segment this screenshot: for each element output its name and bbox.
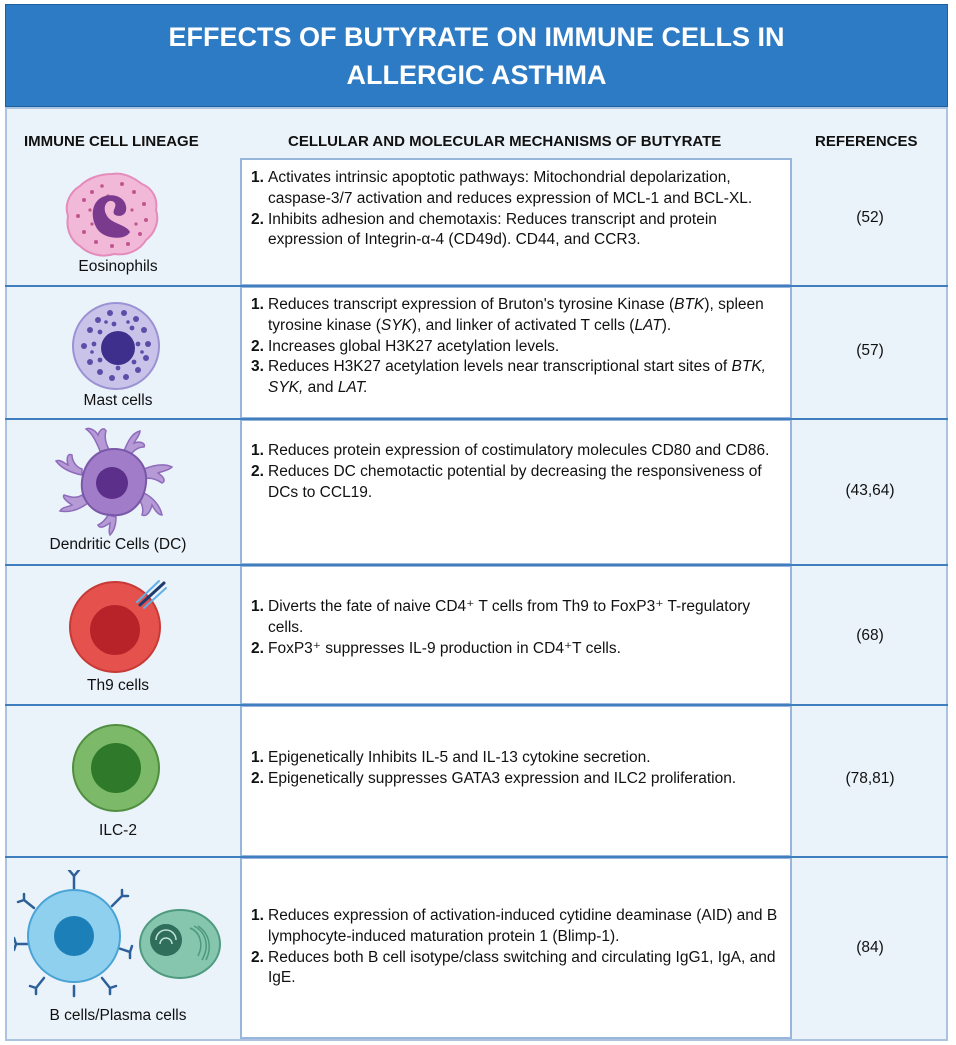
dendritic-cell-icon xyxy=(40,425,190,537)
mechanisms-list-dendritic-cells xyxy=(251,441,786,503)
list-item: 2. FoxP3⁺ suppresses IL-9 production in CD4⁺T cells. xyxy=(251,639,621,657)
list-item: 1. Reduces protein expression of costimulatory molecules CD80 and CD86. xyxy=(251,442,770,459)
list-item: 2. Reduces both B cell isotype/class switching and circulating IgG1, IgA, and IgE. xyxy=(251,948,776,987)
list-item: 1. Activates intrinsic apoptotic pathways: Mitochondrial depolarization, caspase-3/7 activation and reduces expression of MCL-1 and BCL-XL. xyxy=(251,169,753,207)
mechanisms-list-th9-cells xyxy=(251,597,786,659)
list-item: 1. Reduces expression of activation-induced cytidine deaminase (AID) and B lymphocyte-induced maturation protein 1 (Blimp-1). xyxy=(251,907,778,945)
row-divider xyxy=(5,704,948,706)
reference-th9-cells: (68) xyxy=(856,627,884,644)
row-divider xyxy=(5,285,948,287)
page-title xyxy=(127,18,827,94)
b-cell-plasma-cell-icon xyxy=(14,870,224,1000)
cell-label-dendritic-cells: Dendritic Cells (DC) xyxy=(49,536,187,553)
reference-dendritic-cells: (43,64) xyxy=(845,482,895,499)
list-item: 1. Epigenetically Inhibits IL-5 and IL-13 cytokine secretion. xyxy=(251,749,651,766)
list-item: 1. Reduces transcript expression of Bruton's tyrosine Kinase (BTK), spleen tyrosine kinase (SYK), and linker of activated T cells (LAT). xyxy=(251,296,764,334)
mast-cell-icon xyxy=(70,300,162,392)
mechanisms-list-mast-cells xyxy=(251,295,786,399)
list-item: 2. Epigenetically suppresses GATA3 expression and ILC2 proliferation. xyxy=(251,769,737,787)
list-item: 2. Inhibits adhesion and chemotaxis: Reduces transcript and protein expression of Integrin-α-4 (CD49d). CD44, and CCR3. xyxy=(251,210,717,249)
ilc2-cell-icon xyxy=(70,722,162,814)
cell-label-eosinophils: Eosinophils xyxy=(78,258,158,275)
reference-b-cells: (84) xyxy=(856,939,884,956)
list-item: 3. Reduces H3K27 acetylation levels near transcriptional start sites of BTK, SYK, and LAT. xyxy=(251,358,766,397)
header-references: REFERENCES xyxy=(815,133,918,150)
title-banner xyxy=(5,4,948,107)
title-line-2: ALLERGIC ASTHMA xyxy=(346,59,607,90)
mechanisms-list-ilc2 xyxy=(251,748,786,790)
mechanisms-list-eosinophils xyxy=(251,168,786,251)
reference-mast-cells: (57) xyxy=(856,342,884,359)
header-immune-cell-lineage: IMMUNE CELL LINEAGE xyxy=(24,133,199,150)
list-item: 2. Reduces DC chemotactic potential by decreasing the responsiveness of DCs to CCL19. xyxy=(251,462,762,501)
title-line-1: EFFECTS OF BUTYRATE ON IMMUNE CELLS IN xyxy=(168,21,785,52)
list-item: 1. Diverts the fate of naive CD4⁺ T cells from Th9 to FoxP3⁺ T-regulatory cells. xyxy=(251,598,751,636)
eosinophil-icon xyxy=(62,170,162,260)
cell-label-b-cells-plasma-cells: B cells/Plasma cells xyxy=(49,1007,187,1024)
list-item: 2. Increases global H3K27 acetylation levels. xyxy=(251,337,560,355)
th9-cell-icon xyxy=(68,577,174,677)
mechanisms-list-b-cells xyxy=(251,906,786,989)
cell-label-th9-cells: Th9 cells xyxy=(86,677,150,694)
row-divider xyxy=(5,564,948,566)
cell-label-mast-cells: Mast cells xyxy=(83,392,153,409)
reference-ilc2: (78,81) xyxy=(845,770,895,787)
header-mechanisms: CELLULAR AND MOLECULAR MECHANISMS OF BUTYRATE xyxy=(288,133,722,150)
row-divider xyxy=(5,856,948,858)
row-divider xyxy=(5,418,948,420)
cell-label-ilc2: ILC-2 xyxy=(99,822,137,839)
reference-eosinophils: (52) xyxy=(856,209,884,226)
